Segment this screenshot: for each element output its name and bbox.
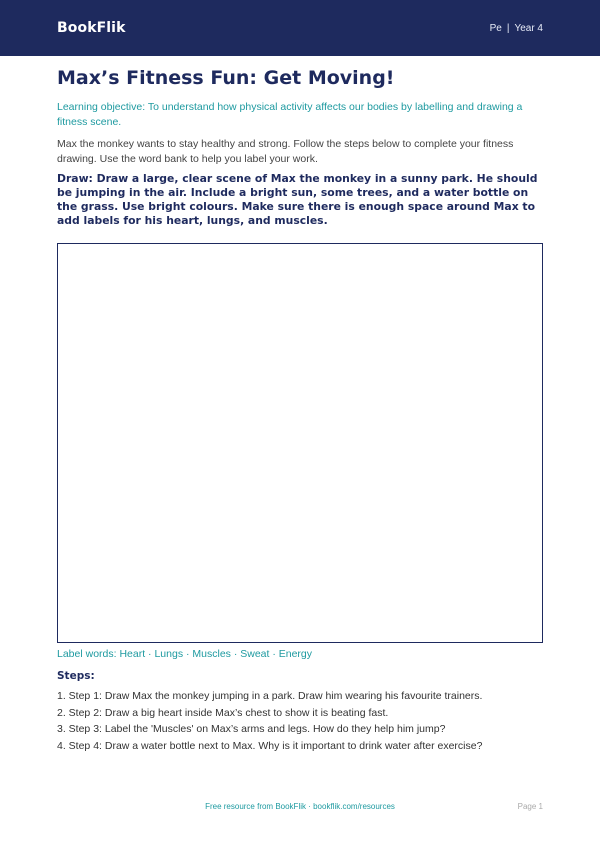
- list-item: 1. Step 1: Draw Max the monkey jumping in a park. Draw him wearing his favourite trainers.: [57, 690, 483, 702]
- list-item: 2. Step 2: Draw a big heart inside Max’s chest to show it is beating fast.: [57, 706, 389, 719]
- year-label: Year 4: [514, 22, 543, 34]
- meta-separator: |: [506, 22, 510, 34]
- intro-text: Max the monkey wants to stay healthy and strong. Follow the steps below to complete your fitness drawing. Use the word bank to help you label your work.: [57, 138, 514, 165]
- steps-list: [57, 688, 543, 754]
- page-number: Page 1: [517, 802, 543, 811]
- draw-instruction: Draw: Draw a large, clear scene of Max the monkey in a sunny park. He should be jumping in the air. Include a bright sun, some trees, and a water bottle on the grass. Use bright colours. Make sure there is enough space around Max to add labels for his heart, lungs, and muscles.: [57, 172, 538, 227]
- header-bar: [0, 0, 600, 56]
- learning-objective: Learning objective: To understand how physical activity affects our bodies by labelling and drawing a fitness scene.: [57, 101, 523, 128]
- subject-year-meta: [490, 23, 543, 34]
- label-word-bank: Label words: Heart · Lungs · Muscles · Sweat · Energy: [57, 648, 313, 660]
- steps-heading: Steps:: [57, 670, 95, 682]
- list-item: 4. Step 4: Draw a water bottle next to Max. Why is it important to drink water after exercise?: [57, 739, 483, 752]
- list-item: 3. Step 3: Label the 'Muscles' on Max’s arms and legs. How do they help him jump?: [57, 723, 446, 735]
- footer-credit[interactable]: Free resource from BookFlik · bookflik.com/resources: [205, 802, 395, 811]
- drawing-area[interactable]: [57, 243, 543, 643]
- page-title: Max’s Fitness Fun: Get Moving!: [57, 67, 395, 89]
- subject-label: Pe: [489, 22, 502, 34]
- brand-logo[interactable]: BookFlik: [57, 20, 126, 36]
